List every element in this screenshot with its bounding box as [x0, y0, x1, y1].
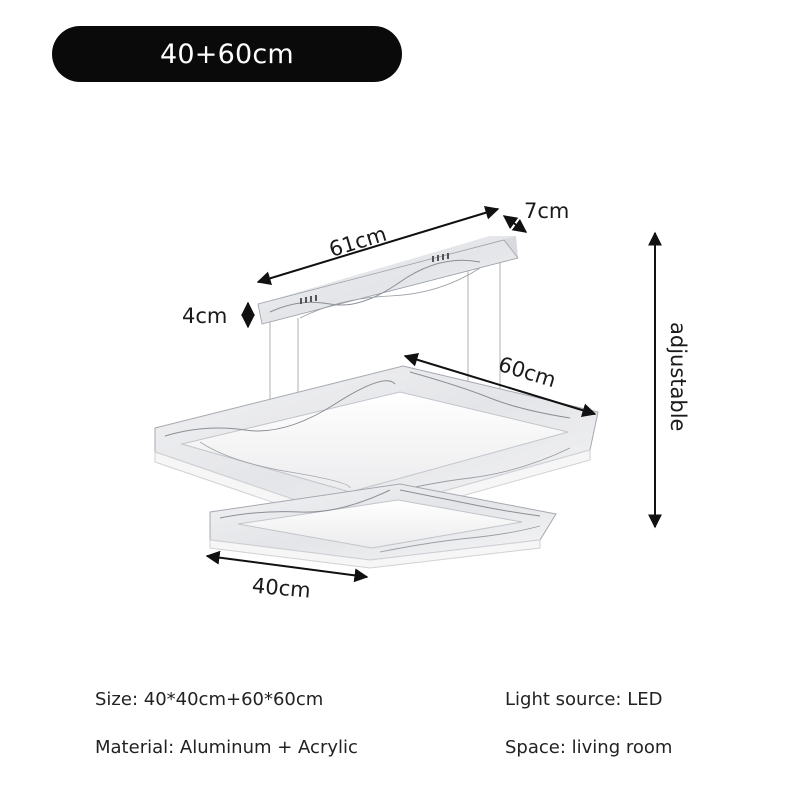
spec-space	[505, 737, 672, 758]
size-badge-label: 40+60cm	[160, 38, 294, 70]
spec-light-source-value: LED	[627, 689, 663, 710]
spec-size-key: Size:	[95, 689, 144, 710]
spec-space-value: living room	[571, 737, 673, 758]
label-4cm: 4cm	[182, 304, 228, 328]
spec-size-value: 40*40cm+60*60cm	[143, 689, 324, 710]
spec-light-source-key: Light source:	[505, 689, 628, 710]
spec-space-key: Space:	[505, 737, 572, 758]
spec-light-source	[505, 689, 662, 710]
label-61cm: 61cm	[326, 221, 390, 262]
spec-material-value: Aluminum + Acrylic	[179, 737, 358, 758]
label-60cm: 60cm	[495, 352, 559, 393]
label-7cm: 7cm	[524, 199, 570, 223]
ceiling-canopy	[258, 236, 518, 324]
arrow-7cm	[504, 216, 526, 232]
spec-material	[95, 737, 358, 758]
label-adjustable: adjustable	[666, 322, 690, 432]
label-40cm: 40cm	[251, 573, 312, 603]
spec-material-key: Material:	[95, 737, 180, 758]
spec-size	[95, 689, 323, 710]
